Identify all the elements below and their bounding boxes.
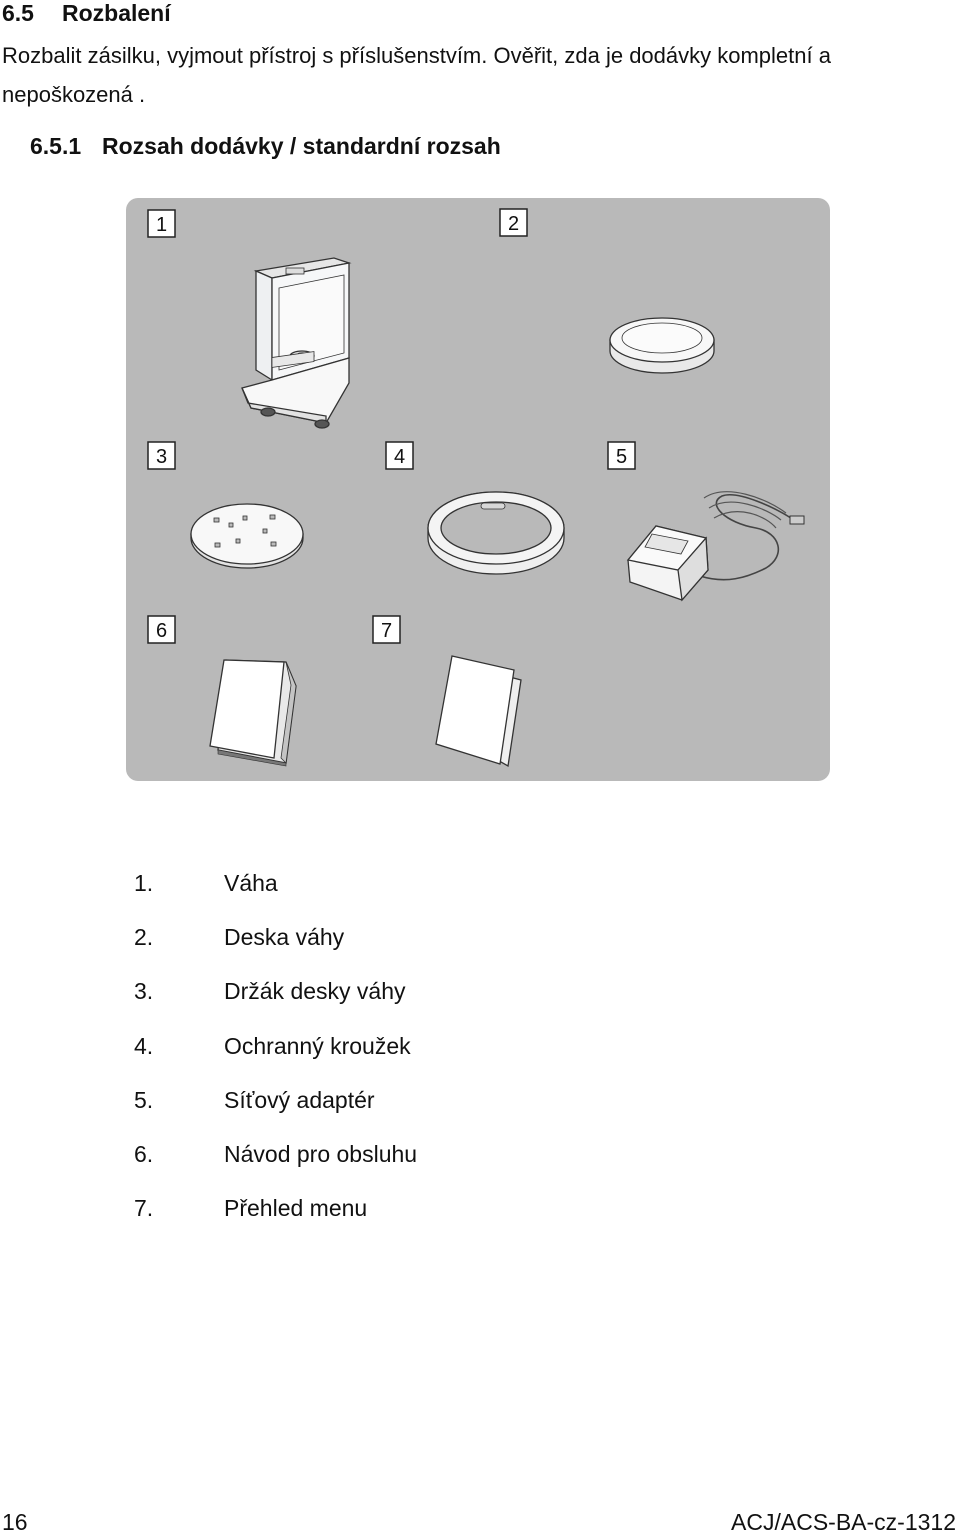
list-item: [134, 910, 417, 964]
list-item: [134, 1127, 417, 1181]
figure-label-6: [148, 616, 175, 643]
list-item-label: Držák desky váhy: [224, 978, 406, 1005]
figure-label-2: [500, 209, 527, 236]
list-item-index: 4.: [134, 1032, 154, 1059]
list-item: [134, 856, 417, 910]
list-item-label: Přehled menu: [224, 1195, 368, 1222]
figure-label-7: [373, 616, 400, 643]
list-item-label: Síťový adaptér: [224, 1086, 375, 1113]
list-item: [134, 1019, 417, 1073]
list-item-label: Váha: [224, 869, 278, 896]
list-item: [134, 1073, 417, 1127]
figure-label-5: [608, 442, 635, 469]
svg-text:2: 2: [507, 213, 520, 235]
protective-ring-illustration: [428, 492, 564, 574]
figure-label-3: [148, 442, 175, 469]
list-item-index: 3.: [134, 978, 154, 1005]
list-item-label: Deska váhy: [224, 923, 345, 950]
list-item-index: 2.: [134, 923, 154, 950]
delivery-items-list: [134, 856, 417, 1236]
balance-illustration: [242, 258, 349, 428]
figure-label-1: [148, 210, 175, 237]
list-item: [134, 965, 417, 1019]
pan-holder-illustration: [191, 504, 303, 568]
svg-text:3: 3: [155, 446, 168, 468]
svg-text:7: 7: [380, 620, 393, 642]
delivery-contents-figure: [126, 198, 830, 781]
page-number: 16: [2, 1509, 28, 1535]
figure-label-4: [386, 442, 413, 469]
weighing-pan-illustration: [610, 318, 714, 373]
list-item-label: Návod pro obsluhu: [224, 1141, 418, 1168]
list-item: [134, 1182, 417, 1236]
delivery-contents-illustration: [126, 198, 830, 781]
list-item-index: 7.: [134, 1195, 154, 1222]
subsection-number: 6.5.1: [30, 133, 82, 159]
list-item-index: 6.: [134, 1141, 154, 1168]
svg-text:6: 6: [155, 620, 168, 642]
list-item-label: Ochranný kroužek: [224, 1032, 411, 1059]
power-adapter-illustration: [628, 492, 804, 600]
list-item-index: 5.: [134, 1086, 154, 1113]
svg-text:1: 1: [155, 214, 168, 236]
svg-text:5: 5: [615, 446, 628, 468]
document-id: ACJ/ACS-BA-cz-1312: [731, 1509, 956, 1535]
svg-text:4: 4: [393, 446, 406, 468]
list-item-index: 1.: [134, 869, 154, 896]
menu-overview-illustration: [436, 656, 521, 766]
section-title: Rozbalení: [62, 0, 171, 26]
subsection-title: Rozsah dodávky / standardní rozsah: [102, 133, 501, 159]
operating-manual-illustration: [210, 660, 296, 766]
intro-paragraph: Rozbalit zásilku, vyjmout přístroj s příslušenstvím. Ověřit, zda je dodávky kompletní a nepoškozená .: [2, 43, 831, 107]
section-number: 6.5: [2, 0, 34, 26]
subsection-heading: [30, 133, 501, 160]
section-heading: [2, 0, 171, 27]
